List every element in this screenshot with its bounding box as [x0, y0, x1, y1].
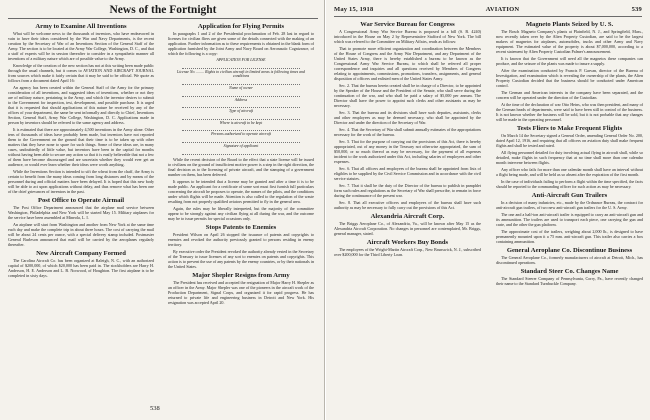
form-blank — [182, 63, 300, 69]
form-blank — [182, 137, 300, 143]
article-paragraph: It appears to be intended that a license may be granted and after a time it is to be made public. An applicant for a certificate of some sort must first furnish full particulars concerning the aircraft he proposes to operate, the names of the pilots, and the conditions under which flights will be made. Attention is also called to the regulation of the waste resulting from not properly qualified aviators permitted to fly in the general area. — [168, 178, 314, 204]
article-paragraph: While the Inventions Section is intended to sift the wheat from the chaff, the Army is certain to benefit from the many ideas coming from long distances and by means of the personnel during and official matters have been delayed. It is hoped that this new body will be able to act upon applications without delay, and thus remove what has been one of the chief grievances of inventors in the past. — [8, 169, 154, 194]
article-paragraph: Any officer who fails for more than one calendar month shall have an interval without a flight being made, and will be held as so absent after the expiration of the first month. — [496, 167, 643, 177]
article-paragraph: Sec. 8. That all executive officers and employees of the bureau shall have such authority as may be necessary to fully carry out the provisions of this Act. — [334, 200, 481, 210]
article-paragraph: The employees of the Wright-Martin Aircraft Corp., New Brunswick, N. J., subscribed over $200,000 for the Third Liberty Loan. — [334, 247, 481, 257]
form-line: Where is aircraft to be kept — [219, 120, 263, 125]
running-header — [334, 6, 642, 13]
article-paragraph: In a decision of many industries, etc., made by the Ordnance Bureau, the contract for anti-aircraft gun trailers, of two new anti-aircraft gun trailers for the U. S. Army. — [496, 200, 643, 210]
article-paragraph: That to promote more efficient organization and coordination between the Members of the House of Congress and the Army War Department, and any Department of the United States Army, there is hereby established a bureau to be known as the Congressional Army War Service Bureau, to which shall be referred all proper correspondence and inquiries and all questions received by Members of Congress relating to appointments, commissions, promotions, transfers, assignments, and general disposition of officers and enlisted men of the United States Army. — [334, 46, 481, 81]
article-paragraph: President Wilson on April 26 stopped the issuance of patents and copyrights to enemies and revoked the authority previously granted to persons residing in enemy territory. — [168, 231, 314, 247]
form-line: APPLICATION FOR LICENSE — [216, 58, 266, 62]
left-column-1 — [8, 20, 154, 398]
article-paragraph: The Carolina Aircraft Co. has been organized at Raleigh, N. C., with an authorized capital of $200,000, of which $20,000 has been paid in. The stockholders are Harry H. Anderson, H. E. Anderson and L. B. Norwood, of Houghton. The first airplane is to be completed in sixty days. — [8, 258, 154, 278]
header-date: May 15, 1918 — [334, 6, 374, 13]
article-heading: Aircraft Workers Buy Bonds — [366, 239, 449, 246]
article-heading: Standard Steer Co. Changes Name — [520, 268, 619, 275]
article-paragraph: At the time of the declaration of war Otto Heins, who was then president, and many of the German heads of departments, were said to have been still in control of the business. It is not known whether the business will be sold, but it is not probable that any changes will be made in the operating personnel. — [496, 102, 643, 122]
article-paragraph: Sec. 2. That the bureau herein created shall be in charge of a Director, to be appointed by the Speaker of the House and the President of the Senate, who shall serve during the continuation of the war, and who shall be paid a salary of $5,000 per annum. The Director shall have the power to appoint such clerks and other assistants as may be necessary. — [334, 83, 481, 108]
left-column-2 — [168, 20, 314, 398]
article-paragraph: Sec. 3. That the bureau and its divisions shall have such deputies, assistants, clerks and other employees as may be deemed necessary, who shall be appointed by the Director and under the direction of the Secretary of War. — [334, 110, 481, 125]
article-heading: Alexandria Aircraft Corp. — [370, 213, 445, 220]
page-number-left: 538 — [150, 405, 160, 412]
article-paragraph: Again, the rules may be liberally interpreted, but the majority of the committee appear to be strongly against any civilian flying at all during the war, and the outcome may be to issue permits for special occasions only. — [168, 205, 314, 221]
article-heading: Major Shepler Resigns from Army — [192, 271, 290, 279]
article-heading: General Aeroplane Co. Discontinue Business — [506, 247, 633, 254]
article-paragraph: In the case of individuals failing to perform a flight within the time specified, the facts should be reported to the commanding officer for such action as may be necessary. — [496, 179, 643, 189]
header-rule — [334, 16, 642, 17]
article-paragraph: In paragraphs 1 and 2 of the Presidential proclamation of Feb. 28 last in regard to licenses for civilian fliers are given some of the details connected with the making of an application. Further information as to these requirements is obtained in the blank form of application furnished by the Joint Army and Navy Board on Aeronautic Cognizance, of which the following is a copy: — [168, 31, 314, 56]
article-paragraph: While the recent decision of the Board to the effect that a state license will be issued to civilians on the ground of insufficient motive power is a step in the right direction, the final decision as to the licensing of private aircraft, and the stamping of a government number on them, has been deferred. — [168, 156, 314, 177]
form-line: Type of aircraft — [229, 109, 253, 114]
form-blank — [182, 149, 300, 155]
page-title: News of the Fortnight — [109, 4, 217, 16]
right-page — [325, 0, 650, 420]
form-line: Signature of applicant — [223, 143, 259, 148]
title-rule — [8, 18, 318, 19]
article-paragraph: The German and American interests in the company have been separated, and the concern will be operated under the direction of the Custodian. — [496, 90, 643, 100]
article-paragraph: The Standard Steerer Company of Pennsylvania, Corry, Pa., have recently changed their name to the Standard Turnbuckle Company. — [496, 276, 643, 286]
article-heading: Stops Patents to Enemies — [205, 223, 277, 231]
article-heading: Application for Flying Permits — [197, 23, 285, 30]
article-heading: New Aircraft Company Formed — [36, 250, 126, 257]
article-paragraph: Sec. 7. That it shall be the duty of the Director of the bureau to publish in pamphlet form such rules and regulations as the Secretary of War shall prescribe, to remain in force during the continuance of the present war. — [334, 183, 481, 198]
article-heading: Magneto Plants Seized by U. S. — [525, 21, 614, 28]
article-paragraph: On March 14 the Secretary signed a General Order, amending General Order No. 200, dated April 12, 1916, and requiring that all officers on aviation duty shall make frequent flights and shall be tested and rated. — [496, 133, 643, 148]
form-blank — [182, 79, 300, 85]
header-page-number: 539 — [631, 6, 642, 13]
article-paragraph: It is known that the Government will need all the magnetos these companies can produce, and the seizure of the plants was made to insure a supply. — [496, 56, 643, 66]
article-heading: War Service Bureau for Congress — [360, 21, 455, 28]
header-journal: AVIATION — [485, 6, 520, 13]
article-paragraph: The approximate cost of the trailers, weighing about 2,000 lb., is designed to have permanently mounted upon it a 75 mm. anti-aircraft gun. This trailer also carries a box containing ammunition. — [496, 229, 643, 244]
form-line: Address — [234, 97, 248, 102]
article-paragraph: By executive order the President revoked the authority already vested in the Secretary of the Treasury to issue licenses of any sort to enemies on patents and copyrights. This action is to prevent the use of any patents by the enemy countries, or by their nationals in the United States. — [168, 248, 314, 269]
article-paragraph: The General Aeroplane Co., formerly manufacturers of aircraft at Detroit, Mich., has discontinued operations. — [496, 255, 643, 265]
form-blank — [182, 114, 300, 120]
article-paragraph: Knowledge of the creation of the new section has not at this writing been made public through the usual channels, but it comes to AVIATION AND AIRCRAFT JOURNAL from sources which make it fairly certain that it may be said to be official. We quote as follows from a document dated April 16: — [8, 63, 154, 83]
article-paragraph: The one and a half-ton anti-aircraft trailer is equipped to carry an anti-aircraft gun and its ammunition. The trailers are used to transport each piece, one carrying the gun and crate, and the other the gun platform. — [496, 212, 643, 227]
article-paragraph: Sec. 5. That for the purpose of carrying out the provisions of this Act, there is hereby appropriated, out of any money in the Treasury not otherwise appropriated, the sum of $50,000, or so much thereof as may be necessary, for the payment of all expenses incident to the work authorized under this Act, including salaries of employees and other expenses. — [334, 139, 481, 164]
right-column-2 — [496, 18, 643, 410]
article-heading: Army to Examine All Inventions — [35, 23, 127, 30]
article-heading: Anti-Aircraft Gun Trailers — [531, 192, 608, 199]
application-form — [172, 58, 310, 155]
form-blank — [182, 126, 300, 132]
article-paragraph: It is estimated that there are approximately 4,500 inventions in the Army alone. Other tens of thousands of ideas have probably been made, but inventors have not reported them to the Government on the ground that their time is to be taken up with other matters that they have none to spare for such things. Some of these ideas are, in many cases, undoubtedly of little value, but inventors have been in the capital for months without having been able to secure any action so that it is easily believable that not a few of them have become discouraged and are uncertain whether they would ever get an audience, or would ever learn whether their ideas were worth anything. — [8, 127, 154, 167]
form-line: License No. ........ Rights to civilian aircraft in limited areas is following times and conditions — [177, 69, 305, 79]
form-line: Persons authorized to operate aircraft — [211, 132, 271, 137]
right-column-1 — [334, 18, 481, 410]
article-paragraph: A Congressional Army War Service Bureau is proposed in a bill (S. B. 4240) introduced in the House on May 2 by Representative Stafford of New York. The bill which was referred to the Committee on Military Affairs, reads as follows: — [334, 29, 481, 44]
article-paragraph: An airplane will start from Washington and another from New York at the same time each day and make the complete trip in about three hours. The cost of carrying the mail will be about 24 cents per ounce, with a special delivery stamp included. Postmaster General Burleson announced that mail will be carried by the aeroplanes regularly thereafter. — [8, 222, 154, 247]
article-heading: Post Office to Operate Airmail — [37, 197, 125, 204]
form-line: Name of owner — [229, 85, 253, 90]
article-paragraph: Sec. 6. That all officers and employees of the bureau shall be appointed from lists of eligibles to be supplied by the Civil Service Commission and in accordance with the civil service statutes. — [334, 166, 481, 181]
article-paragraph: The Briggs Aeroplane Co., of Alexandria, Va., will be known after May 15 as the Alexandria Aircraft Corporation. No changes in personnel are contemplated, Mr. Briggs, general manager, stated. — [334, 221, 481, 236]
form-blank — [182, 91, 300, 97]
article-paragraph: An agency has been created within the General Staff of the Army for the primary consideration of all inventions, and suggested ideas of inventions, whether or not they are of military nature, pertaining to the Army, and which the inventor desires to submit to the Government for inspection, test, development, and possible purchase. It is urged that it is requested that should applications of this nature be received by any of the offices of your department, the same be sent informally and directly to Chief, Inventions Section, General Staff, Army War College, Washington, D. C. Applications made in person by inventors should be referred to the same agency and address. — [8, 85, 154, 125]
form-blank — [182, 102, 300, 108]
article-paragraph: The President has received and accepted the resignation of Major Harry H. Shepler as an officer in the Army. Major Shepler was one of the pioneers in the aircraft work of the Production Department, Signal Corps, and organized it for rapid progress. He has returned to private life and engineering business in Detroit and New York. His resignation was accepted April 20. — [168, 279, 314, 305]
article-paragraph: Sec. 4. That the Secretary of War shall submit annually estimates of the appropriations necessary for the work of the bureau. — [334, 127, 481, 137]
article-paragraph: The Post Office Department announced that the airplane mail service between Washington, Philadelphia and New York will be started May 15. Military airplanes for the service have been assembled at Mineola, L. I. — [8, 205, 154, 220]
article-paragraph: What will be welcome news to the thousands of inventors, who have endeavored in vain to have their ideas considered by the War and Navy Departments, is the recent creation by the Secretary of War of an Inventions Section of the General Staff of the Army. The section is to be located at the Army War College, Washington, D. C., and that a staff of experts will be in session thereafter to consider in a sympathetic manner all inventions of a military nature which are of possible value to the Army. — [8, 31, 154, 61]
article-heading: Tests Fliers to Make Frequent Flights — [516, 125, 623, 132]
article-paragraph: The Bosch Magneto Company's plants at Plainfield, N. J., and Springfield, Mass., now recently taken over by the Alien Property Custodian, are said to be the largest makers of magnetos for airplanes, automobiles, trucks and other Army and Navy equipment. The estimated value of the property is about $7,000,000, according to a recent statement by Alien Property Custodian Palmer's announcement. — [496, 29, 643, 54]
article-paragraph: After the examination conducted by Francis P. Garvan, director of the Bureau of Investigation, and examination which is revealing the ownership of the plants, the Alien Property Custodian decided that the business should be conducted under American control. — [496, 68, 643, 88]
article-paragraph: All flying personnel detailed for duty involving actual flying in aircraft shall, while so detailed, make flights in such frequency that at no time shall more than one calendar month intervene between flights. — [496, 150, 643, 165]
